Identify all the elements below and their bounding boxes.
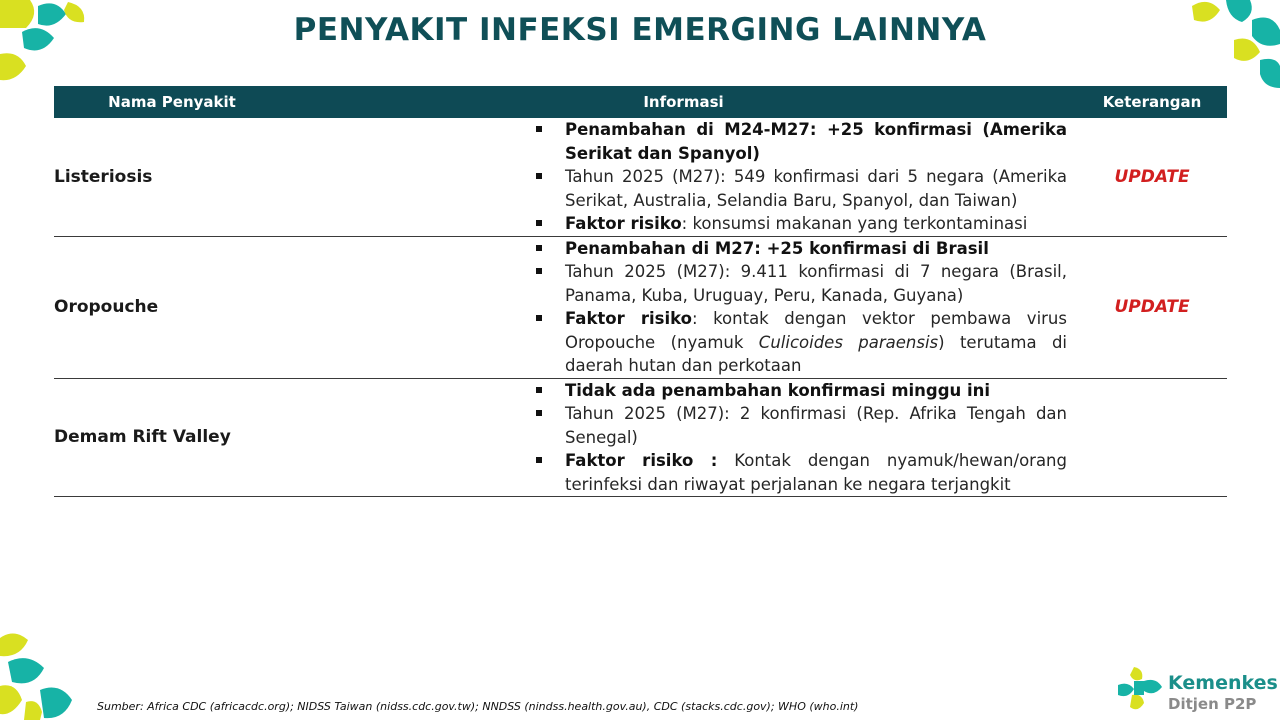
bullet-text: : kontak dengan vektor pembawa virus Oropouche (nyamuk — [565, 309, 1067, 352]
status-badge: UPDATE — [1077, 118, 1227, 236]
info-cell — [290, 118, 1077, 236]
info-bullets — [290, 118, 1077, 236]
bullet-bold: Tidak ada penambahan konfirmasi minggu ini — [565, 380, 991, 400]
disease-name: Listeriosis — [54, 118, 290, 236]
header-keterangan: Keterangan — [1077, 86, 1227, 118]
header-nama-penyakit: Nama Penyakit — [54, 86, 290, 118]
bullet-bold: Faktor risiko — [565, 214, 682, 233]
bullet-square-icon — [536, 315, 542, 321]
bullet-square-icon — [536, 245, 542, 251]
bullet-square-icon — [536, 126, 542, 132]
bullet-text: Tahun 2025 (M27): 9.411 konfirmasi di 7 negara (Brasil, Panama, Kuba, Uruguay, Peru, Kanada, Guyana) — [565, 262, 1067, 305]
bullet-tail: ) terutama di daerah hutan dan perkotaan — [565, 332, 1067, 375]
page-title: PENYAKIT INFEKSI EMERGING LAINNYA — [293, 12, 987, 48]
disease-name: Oropouche — [54, 236, 290, 378]
logo-title: Kemenkes — [1168, 672, 1278, 694]
status-badge: UPDATE — [1077, 236, 1227, 378]
status-badge — [1077, 378, 1227, 497]
bullet-text: Kontak dengan nyamuk/hewan/orang terinfeksi dan riwayat perjalanan ke negara terjangkit — [565, 451, 1067, 494]
info-bullets — [290, 379, 1077, 497]
bullet-text: : konsumsi makanan yang terkontaminasi — [681, 214, 1028, 233]
disease-name: Demam Rift Valley — [54, 378, 290, 497]
list-item — [536, 260, 1067, 307]
list-item — [536, 402, 1067, 449]
source-citation: Sumber: Africa CDC (africacdc.org); NIDSS Taiwan (nidss.cdc.gov.tw); NNDSS (nindss.health.gov.au), CDC (stacks.cdc.gov); WHO (who.int) — [97, 700, 859, 713]
table-row — [54, 378, 1227, 497]
list-item — [536, 212, 1067, 236]
bullet-bold: Penambahan di M27: +25 konfirmasi di Brasil — [565, 238, 989, 258]
bullet-italic: Culicoides paraensis — [758, 332, 939, 352]
list-item — [536, 307, 1067, 378]
list-item — [536, 237, 1067, 261]
list-item — [536, 379, 1067, 403]
bullet-square-icon — [536, 268, 542, 274]
list-item — [536, 165, 1067, 212]
bullet-bold: Penambahan di M24-M27: +25 konfirmasi (Amerika Serikat dan Spanyol) — [565, 120, 1067, 163]
bullet-square-icon — [536, 173, 542, 179]
info-bullets — [290, 237, 1077, 378]
corner-decoration-bottom-left — [0, 630, 90, 720]
bullet-bold: Faktor risiko : — [565, 451, 718, 470]
bullet-square-icon — [536, 457, 542, 463]
list-item — [536, 118, 1067, 165]
disease-table — [54, 86, 1227, 497]
bullet-bold: Faktor risiko — [565, 309, 692, 328]
table-header-row — [54, 86, 1227, 118]
bullet-square-icon — [536, 410, 542, 416]
list-item — [536, 449, 1067, 496]
kemenkes-logo-icon — [1116, 667, 1162, 713]
info-cell — [290, 236, 1077, 378]
bullet-text: Tahun 2025 (M27): 2 konfirmasi (Rep. Afrika Tengah dan Senegal) — [565, 404, 1067, 447]
header-informasi: Informasi — [290, 86, 1077, 118]
info-cell — [290, 378, 1077, 497]
logo-subtitle: Ditjen P2P — [1168, 695, 1257, 713]
kemenkes-logo — [1116, 665, 1280, 715]
bullet-text: Tahun 2025 (M27): 549 konfirmasi dari 5 negara (Amerika Serikat, Australia, Selandia Baru, Spanyol, dan Taiwan) — [565, 167, 1067, 210]
bullet-square-icon — [536, 387, 542, 393]
bullet-square-icon — [536, 220, 542, 226]
table-row — [54, 118, 1227, 236]
table-row — [54, 236, 1227, 378]
